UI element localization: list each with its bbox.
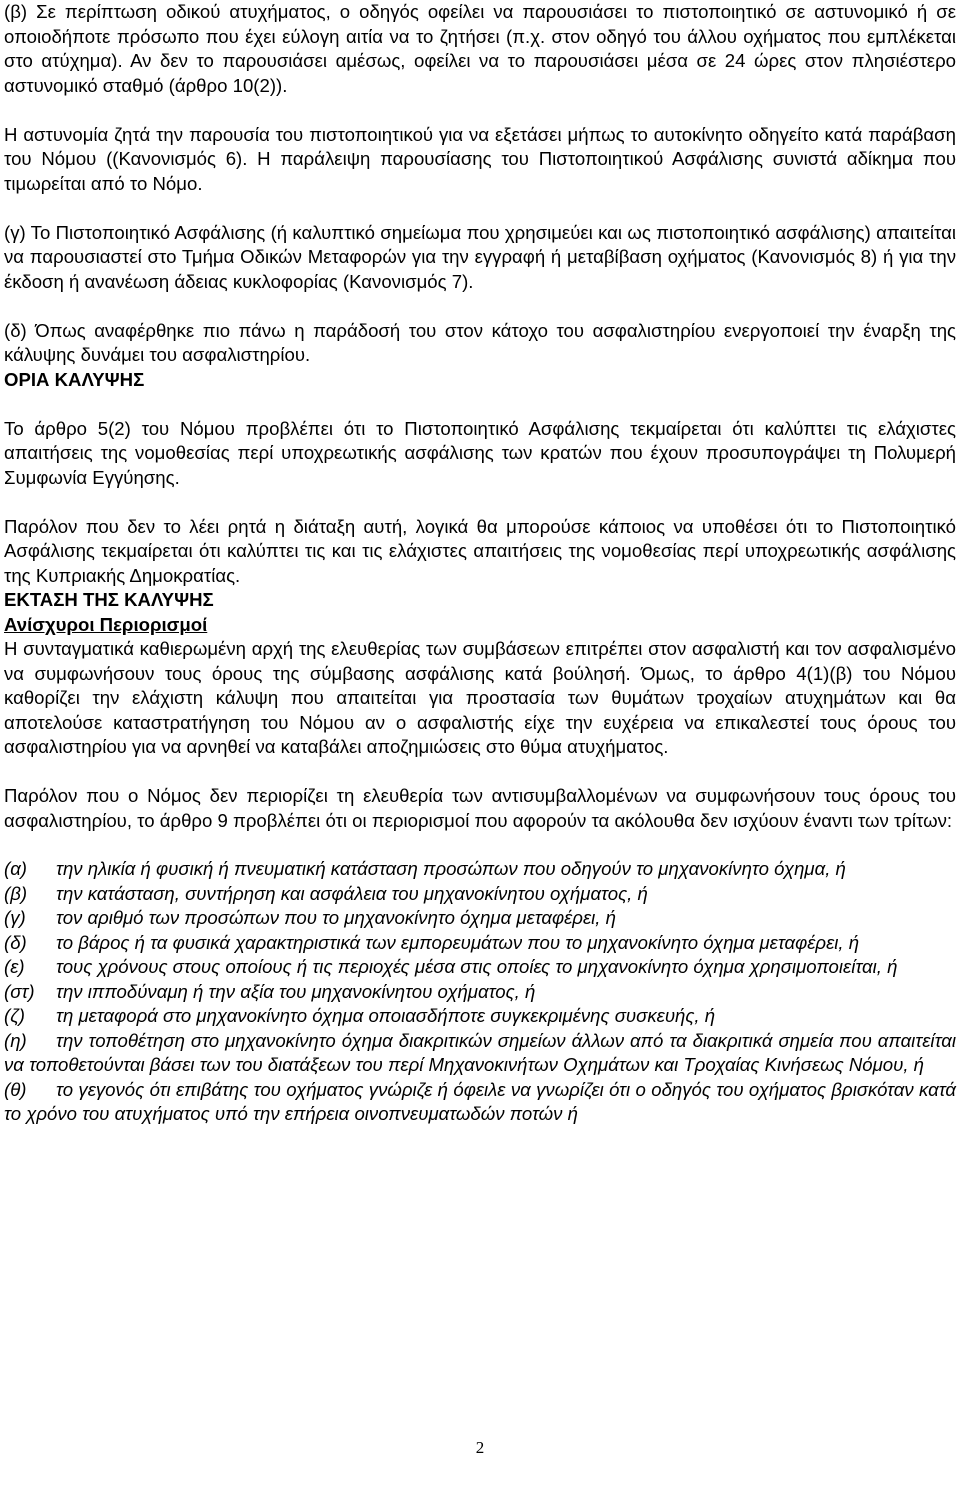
list-item-label: (ζ): [4, 1005, 25, 1026]
paragraph-limits-1: Το άρθρο 5(2) του Νόμου προβλέπει ότι το Πιστοποιητικό Ασφάλισης τεκμαίρεται ότι καλύπτει τις ελάχιστες απαιτήσεις της νομοθεσίας περί υποχρεωτικής ασφάλισης των κρατών που έχουν προσυπογράψει τη Πολυμερή Συμφωνία Εγγύησης.: [4, 417, 956, 488]
subheading-invalid-restrictions: Ανίσχυροι Περιορισμοί: [4, 613, 208, 635]
paragraph-b: (β) Σε περίπτωση οδικού ατυχήματος, ο οδηγός οφείλει να παρουσιάσει το πιστοποιητικό σε αστυνομικό ή σε οποιοδήποτε πρόσωπο που έχει εύλογη αιτία να το ζητήσει (π.χ. στον οδηγό του άλλου οχήματος που εμπλέκεται στο ατύχημα). Αν δεν το παρουσιάσει αμέσως, οφείλει να το παρουσιάσει μέσα σε 24 ώρες στον πλησιέστερο αστυνομικό σταθμό (άρθρο 10(2)).: [4, 1, 956, 96]
list-item: [4, 1029, 956, 1078]
list-item: [4, 980, 956, 1005]
list-item-label: (δ): [4, 931, 27, 953]
restrictions-list: [4, 857, 956, 1127]
page-number: 2: [475, 1438, 485, 1457]
list-item-label: (α): [4, 858, 27, 879]
paragraph-extent-2: Παρόλον που ο Νόμος δεν περιορίζει τη ελευθερία των αντισυμβαλλομένων να συμφωνήσουν τους όρους του ασφαλιστηρίου, το άρθρο 9 προβλέπει ότι οι περιορισμοί που αφορούν τα ακόλουθα δεν ισχύουν έναντι των τρίτων:: [4, 785, 956, 831]
list-item-label: (β): [4, 882, 28, 904]
heading-coverage-limits: ΟΡΙΑ ΚΑΛΥΨΗΣ: [4, 368, 145, 390]
list-item: [4, 955, 956, 980]
list-item-text: το βάρος ή τα φυσικά χαρακτηριστικά των εμπορευμάτων που το μηχανοκίνητο όχημα μεταφέρει, ή: [56, 931, 860, 953]
list-item-label: (θ): [4, 1078, 27, 1100]
list-item-text: τον αριθμό των προσώπων που το μηχανοκίνητο όχημα μεταφέρει, ή: [56, 907, 616, 928]
list-item: [4, 1078, 956, 1127]
list-item-label: (ε): [4, 956, 25, 977]
list-item: [4, 906, 956, 931]
document-page: [4, 0, 956, 1486]
list-item: [4, 882, 956, 907]
list-item-text: την κατάσταση, συντήρηση και ασφάλεια του μηχανοκίνητου οχήματος, ή: [56, 882, 648, 904]
paragraph-police: Η αστυνομία ζητά την παρουσία του πιστοποιητικού για να εξετάσει μήπως το αυτοκίνητο οδηγείτο κατά παράβαση του Νόμου ((Κανονισμός 6). Η παράλειψη παρουσίασης του Πιστοποιητικού Ασφάλισης συνιστά αδίκημα που τιμωρείται από το Νόμο.: [4, 123, 956, 194]
list-item-text: τη μεταφορά στο μηχανοκίνητο όχημα οποιασδήποτε συγκεκριμένης συσκευής, ή: [56, 1005, 716, 1026]
paragraph-limits-2: Παρόλον που δεν το λέει ρητά η διάταξη αυτή, λογικά θα μπορούσε κάποιος να υποθέσει ότι το Πιστοποιητικό Ασφάλισης τεκμαίρεται ότι καλύπτει τις και τις ελάχιστες απαιτήσεις της νομοθεσίας περί υποχρεωτικής ασφάλισης της Κυπριακής Δημοκρατίας.: [4, 515, 956, 586]
paragraph-d: (δ) Όπως αναφέρθηκε πιο πάνω η παράδοσή του στον κάτοχο του ασφαλιστηρίου ενεργοποιεί την έναρξη της κάλυψης δυνάμει του ασφαλιστηρίου.: [4, 319, 956, 365]
list-item: [4, 857, 956, 882]
list-item-text: την τοποθέτηση στο μηχανοκίνητο όχημα διακριτικών σημείων άλλων από τα διακριτικά σημεία που απαιτείται να τοποθετούνται βάσει των του διατάξεων του περί Μηχανοκινήτων Οχημάτων και Τροχαίας Κινήσεως Νόμου, ή: [4, 1029, 956, 1075]
paragraph-c: (γ) Το Πιστοποιητικό Ασφάλισης (ή καλυπτικό σημείωμα που χρησιμεύει και ως πιστοποιητικό ασφάλισης) απαιτείται να παρουσιαστεί στο Τμήμα Οδικών Μεταφορών για την εγγραφή ή μεταβίβαση οχήματος (Κανονισμός 8) ή για την έκδοση ή ανανέωση άδειας κυκλοφορίας (Κανονισμός 7).: [4, 221, 956, 292]
list-item-text: την ηλικία ή φυσική ή πνευματική κατάσταση προσώπων που οδηγούν το μηχανοκίνητο όχημα, ή: [56, 858, 846, 879]
paragraph-extent-1: Η συνταγματικά καθιερωμένη αρχή της ελευθερίας των συμβάσεων επιτρέπει στον ασφαλιστή και τον ασφαλισμένο να συμφωνήσουν τους όρους της σύμβασης ασφάλισης κατά βούλησή. Όμως, το άρθρο 4(1)(β) του Νόμου καθορίζει την ελάχιστη κάλυψη που απαιτείται για προστασία των θυμάτων τροχαίων ατυχημάτων και θα αποτελούσε καταστρατήγηση του Νόμου αν ο ασφαλιστής είχε την ευχέρεια να επικαλεστεί τους όρους του ασφαλιστηρίου για να αρνηθεί να καταβάλει αποζημιώσεις στο θύμα ατυχήματος.: [4, 638, 956, 757]
list-item-text: την ιπποδύναμη ή την αξία του μηχανοκίνητου οχήματος, ή: [56, 980, 536, 1002]
list-item-label: (στ): [4, 980, 35, 1002]
heading-coverage-extent: ΕΚΤΑΣΗ ΤΗΣ ΚΑΛΥΨΗΣ: [4, 589, 214, 610]
list-item-text: τους χρόνους στους οποίους ή τις περιοχές μέσα στις οποίες το μηχανοκίνητο όχημα χρησιμοποιείται, ή: [56, 956, 898, 977]
list-item: [4, 1004, 956, 1029]
list-item: [4, 931, 956, 956]
list-item-label: (η): [4, 1029, 27, 1051]
list-item-text: το γεγονός ότι επιβάτης του οχήματος γνώριζε ή όφειλε να γνωρίζει ότι ο οδηγός του οχήματος βρισκόταν κατά το χρόνο του ατυχήματος υπό την επήρεια οινοπνευματωδών ποτών ή: [4, 1078, 956, 1124]
list-item-label: (γ): [4, 907, 26, 928]
